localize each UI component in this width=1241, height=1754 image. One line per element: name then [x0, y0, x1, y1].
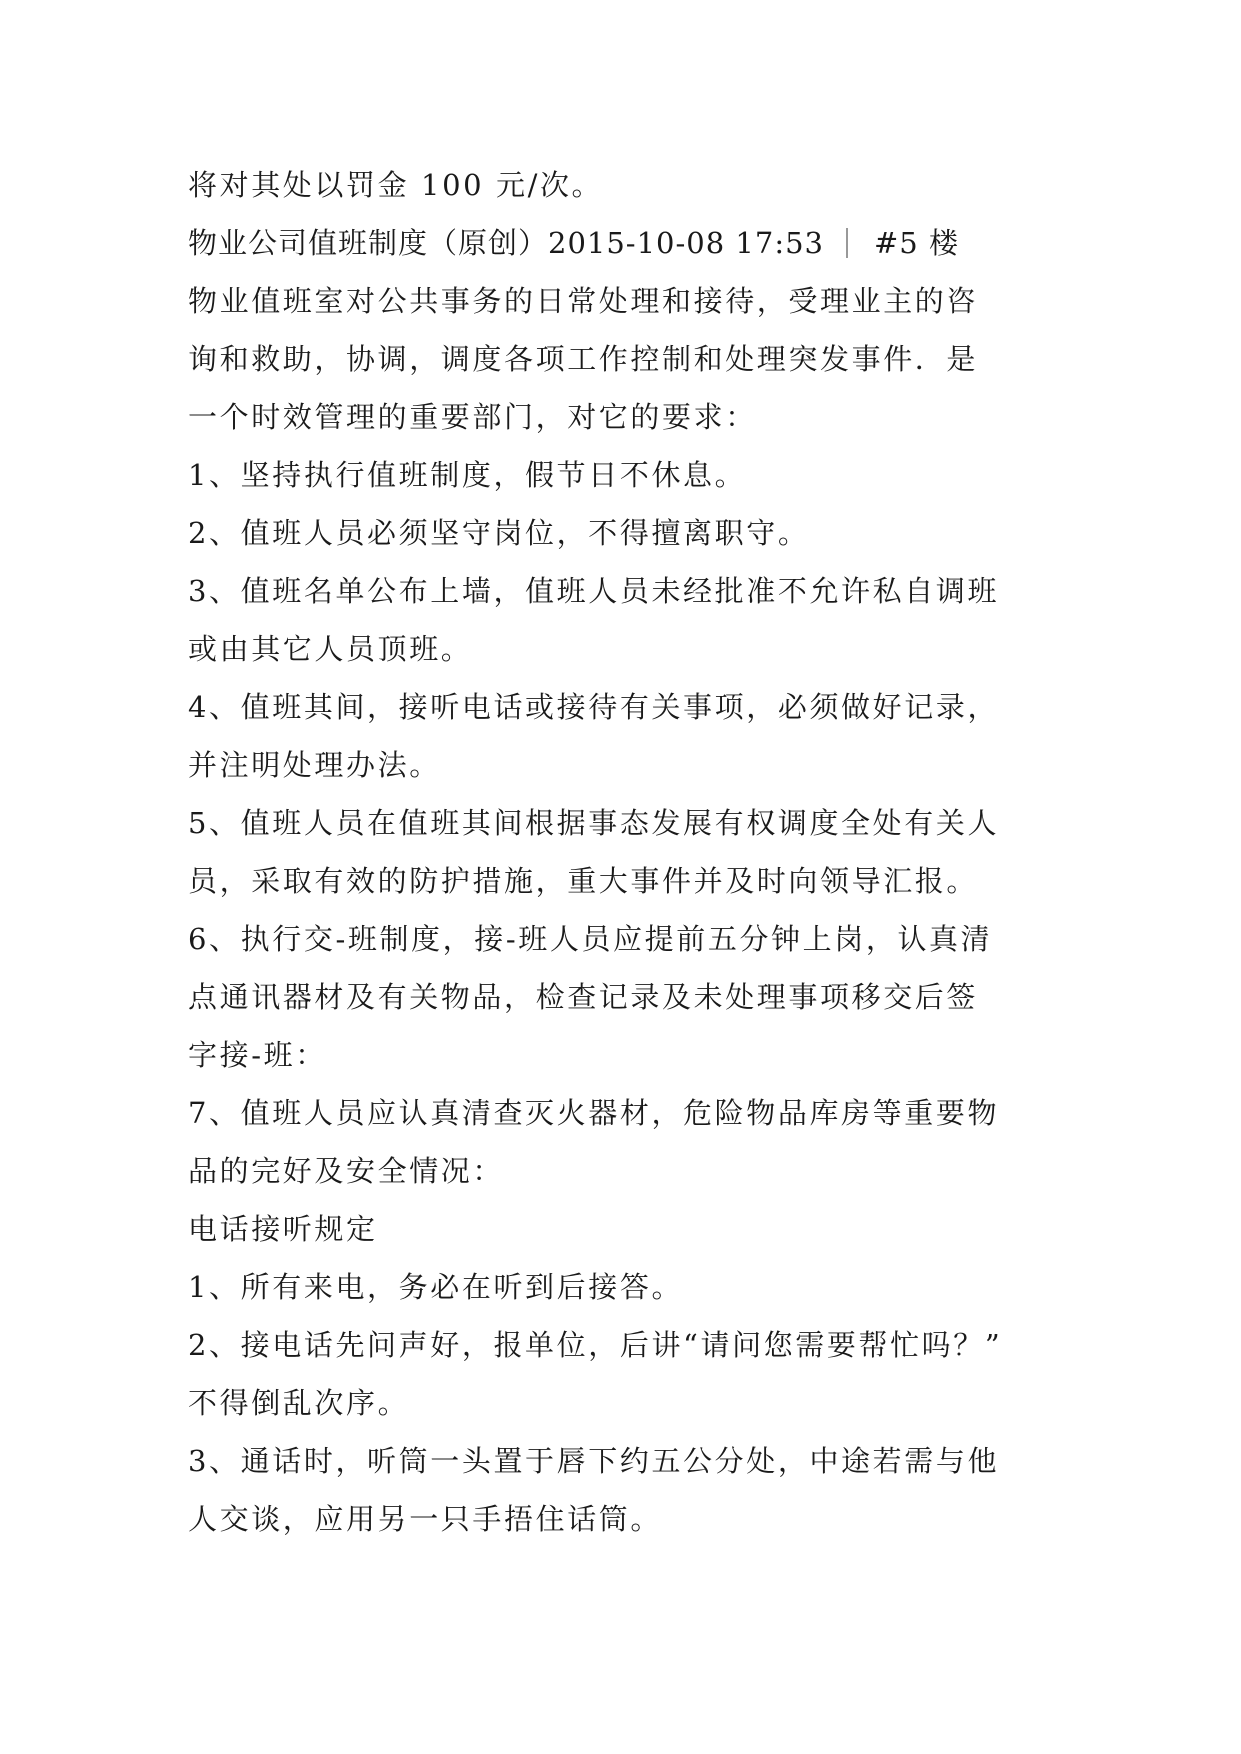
list-item: 1、坚持执行值班制度，假节日不休息。 [188, 458, 747, 492]
separator [846, 228, 848, 258]
list-item: 7、值班人员应认真清查灭火器材，危险物品库房等重要物 [188, 1096, 1000, 1130]
text-line: 人交谈，应用另一只手捂住话筒。 [188, 1502, 663, 1536]
post-title: 物业公司值班制度（原创）2015-10-08 17:53 [188, 226, 824, 260]
post-header [188, 214, 1068, 272]
text-line: 物业值班室对公共事务的日常处理和接待，受理业主的咨 [188, 284, 979, 318]
document-body [188, 156, 1068, 1548]
list-item: 3、值班名单公布上墙，值班人员未经批准不允许私自调班 [188, 574, 1000, 608]
text-line: 将对其处以罚金 100 元/次。 [188, 168, 604, 202]
text-line: 或由其它人员顶班。 [188, 632, 473, 666]
text-line: 并注明处理办法。 [188, 748, 441, 782]
list-item: 2、接电话先问声好，报单位，后讲“请问您需要帮忙吗？” [188, 1328, 1003, 1362]
list-item: 3、通话时，听筒一头置于唇下约五公分处，中途若需与他 [188, 1444, 1000, 1478]
text-line: 字接-班： [188, 1038, 327, 1072]
list-item: 4、值班其间，接听电话或接待有关事项，必须做好记录， [188, 690, 1000, 724]
list-item: 2、值班人员必须坚守岗位，不得擅离职守。 [188, 516, 810, 550]
text-line: 员，采取有效的防护措施，重大事件并及时向领导汇报。 [188, 864, 979, 898]
text-line: 品的完好及安全情况： [188, 1154, 505, 1188]
list-item: 5、值班人员在值班其间根据事态发展有权调度全处有关人 [188, 806, 1000, 840]
list-item: 6、执行交-班制度，接-班人员应提前五分钟上岗，认真清 [188, 922, 993, 956]
list-item: 1、所有来电，务必在听到后接答。 [188, 1270, 684, 1304]
text-line: 询和救助，协调，调度各项工作控制和处理突发事件．是 [188, 342, 979, 376]
section-heading: 电话接听规定 [188, 1212, 378, 1246]
text-line: 不得倒乱次序。 [188, 1386, 410, 1420]
text-line: 一个时效管理的重要部门，对它的要求： [188, 400, 757, 434]
text-line: 点通讯器材及有关物品，检查记录及未处理事项移交后签 [188, 980, 979, 1014]
floor-label: #5 楼 [874, 226, 959, 260]
